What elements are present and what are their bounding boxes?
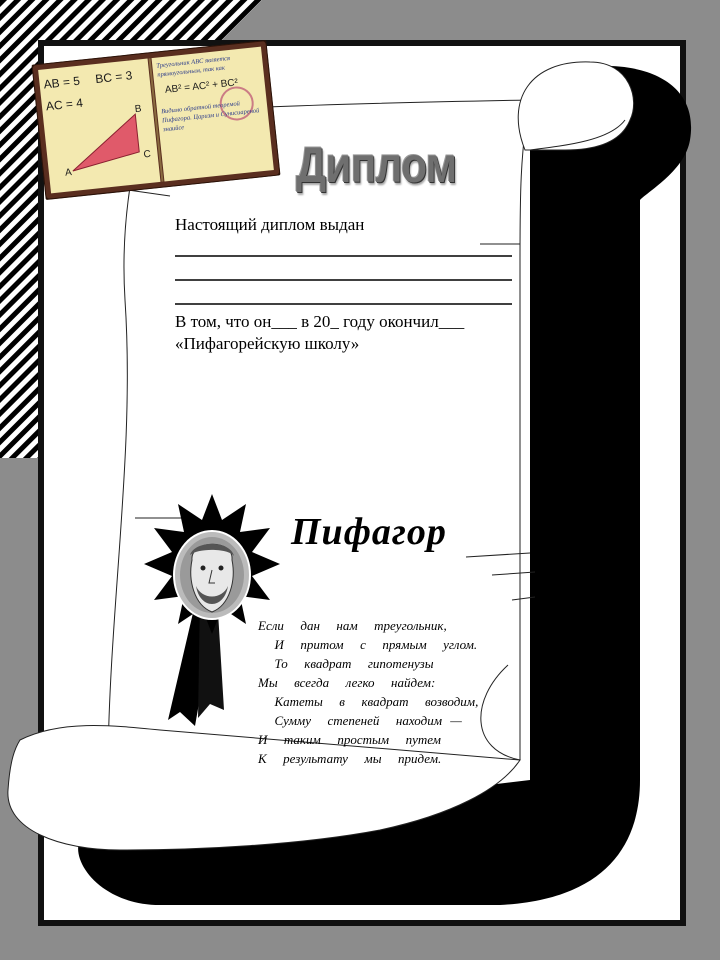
poem-line: То квадрат гипотенузы [258,656,434,671]
pythagoras-bust-icon [180,537,244,613]
book-vertex-c: C [143,148,152,161]
book-theorem-text: Треугольник ABC является прямоугольным, так как [156,54,231,79]
poem-line: К результату мы придем. [258,751,442,766]
book-ac-label: AC = 4 [45,95,84,114]
poem-line: Мы всегда легко найдем: [258,675,436,690]
book-proof-text: Видимо обратной теоремой Пифагора. Царизм и Сунисиареной знаийсе [160,100,260,134]
geometry-book-illustration [32,40,281,200]
pythagoras-poem [258,616,478,768]
book-formula: AB² = AC² + BC² [164,77,239,96]
school-name: «Пифагорейскую школу» [175,334,360,353]
poem-line: И таким простым путем [258,732,441,747]
book-vertex-b: B [134,103,143,116]
poem-line: Сумму степеней находим — [258,713,462,728]
poem-line: Если дан нам треугольник, [258,618,447,633]
issued-to-label: Настоящий диплом выдан [175,215,365,234]
book-vertex-a: A [64,167,73,179]
book-ab-label: AB = 5 [42,73,81,92]
book-bc-label: BC = 3 [94,68,133,87]
poem-line: Катеты в квадрат возводим, [258,694,479,709]
completion-statement: В том, что он___ в 20_ году окончил___ [175,312,465,331]
diploma-title: Диплом [296,137,457,193]
pythagoras-heading: Пифагор [291,511,447,553]
poem-line: И притом с прямым углом. [258,637,478,652]
